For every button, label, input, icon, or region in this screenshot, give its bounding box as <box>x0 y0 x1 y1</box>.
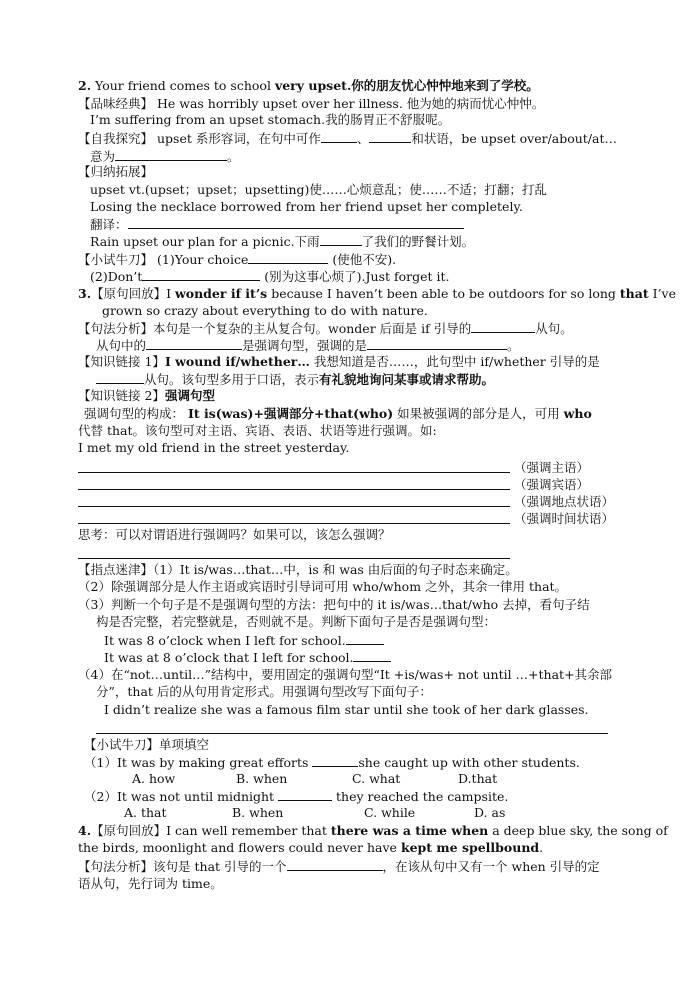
answer-line[interactable] <box>78 489 510 490</box>
answer-blank[interactable] <box>312 754 358 767</box>
q3-judge-2: It was at 8 o’clock that I left for school. <box>104 649 391 666</box>
answer-blank[interactable] <box>369 130 411 143</box>
q4-original: 4.【原句回放】I can well remember that there was a time when a deep blue sky, the song of <box>78 823 668 838</box>
answer-blank[interactable] <box>321 130 357 143</box>
answer-blank[interactable] <box>146 337 242 350</box>
q3-analysis-2: 从句中的 是强调句型，强调的是 。 <box>96 338 520 353</box>
answer-blank[interactable] <box>367 337 507 350</box>
q2-meaning: 意为 。 <box>90 149 240 164</box>
q2-practice-1: 【小试牛刀】 (1)Your choice (使他不安). <box>78 252 397 267</box>
q3-tips-1: 【指点迷津】（1）It is/was…that…中，is 和 was 由后面的句子时态来确定。 <box>78 562 518 577</box>
answer-line[interactable] <box>78 472 510 473</box>
answer-blank[interactable] <box>471 320 535 333</box>
option[interactable]: B. when <box>232 805 284 820</box>
option[interactable]: A. how <box>132 771 176 786</box>
q3-tips-4-cont: 分”，that 后的从句用肯定形式。用强调句型改写下面句子： <box>96 684 432 699</box>
answer-line[interactable] <box>96 733 608 734</box>
q4-original-cont: the birds, moonlight and flowers could never have kept me spellbound. <box>78 840 544 855</box>
option[interactable]: D.that <box>458 771 498 786</box>
answer-blank[interactable] <box>278 788 332 801</box>
option[interactable]: D. as <box>474 805 506 820</box>
q2-example-2: I’m suffering from an upset stomach.我的肠胃正不舒服呢。 <box>90 112 451 127</box>
answer-blank[interactable] <box>142 268 260 281</box>
answer-line[interactable] <box>78 506 510 507</box>
q3-original: 3.【原句回放】I wonder if it’s because I haven’t been able to be outdoors for so long that I’ve <box>78 286 676 301</box>
answer-blank[interactable] <box>248 251 328 264</box>
q3-emphasis-structure: 强调句型的构成： It is(was)+强调部分+that(who) 如果被强调的部分是人，可用 who <box>84 406 592 421</box>
q3-link-2: 【知识链接 2】强调句型 <box>78 388 215 403</box>
q3-test-1: （1）It was by making great efforts she caught up with other students. <box>84 755 580 770</box>
q2-sentence: 2. Your friend comes to school very upset.你的朋友忧心忡忡地来到了学校。 <box>78 78 539 93</box>
q2-translate: 翻译： <box>90 216 464 233</box>
answer-line[interactable] <box>78 558 510 559</box>
tag-place: （强调地点状语） <box>514 494 615 509</box>
answer-blank[interactable] <box>320 233 362 246</box>
q3-test-2: （2）It was not until midnight they reached the campsite. <box>84 789 509 804</box>
option[interactable]: C. while <box>364 805 416 820</box>
q2-example-4: Rain upset our plan for a picnic.下雨 了我们的野餐计划。 <box>90 234 475 249</box>
q3-tips-4: （4）在“not…until…”结构中，要用固定的强调句型“It +is/was+ not until …+that+其余部 <box>78 667 613 682</box>
tag-object: （强调宾语） <box>514 477 590 492</box>
q3-analysis-1: 【句法分析】本句是一个复杂的主从复合句。wonder 后面是 if 引导的 从句。 <box>78 321 573 336</box>
q3-example: I met my old friend in the street yesterday. <box>78 440 350 455</box>
q3-tips-2: （2）除强调部分是人作主语或宾语时引导词可用 who/whom 之外，其余一律用 that。 <box>78 579 568 594</box>
q3-tips-3: （3）判断一个句子是不是强调句型的方法：把句中的 it is/was…that/who 去掉，看句子结 <box>78 597 590 612</box>
q4-analysis-2: 语从句，先行词为 time。 <box>78 876 223 891</box>
q3-think: 思考：可以对谓语进行强调吗？如果可以，该怎么强调？ <box>78 527 391 542</box>
answer-blank[interactable] <box>128 216 464 229</box>
answer-blank[interactable] <box>115 148 227 161</box>
q3-tips-3-cont: 构是否完整，若完整就是，否则就不是。判断下面句子是否是强调句型： <box>96 614 497 629</box>
tag-time: （强调时间状语） <box>514 511 615 526</box>
option[interactable]: A. that <box>124 805 167 820</box>
answer-blank[interactable] <box>353 649 391 662</box>
q2-example-3: Losing the necklace borrowed from her friend upset her completely. <box>90 199 523 214</box>
q2-classic-example: 【品味经典】 He was horribly upset over her illness. 他为她的病而忧心忡忡。 <box>78 96 545 111</box>
q3-link-1-cont: 从句。该句型多用于口语，表示有礼貌地询问某事或请求帮助。 <box>96 371 494 388</box>
q2-self-study: 【自我探究】 upset 系形容词，在句中可作 、 和状语，be upset over/about/at… <box>78 131 618 146</box>
q3-judge-1: It was 8 o’clock when I left for school. <box>104 632 384 649</box>
q3-emphasis-desc: 代替 that。该句型可对主语、宾语、表语、状语等进行强调。如: <box>78 423 437 438</box>
q2-extension-heading: 【归纳拓展】 <box>78 164 154 179</box>
answer-blank[interactable] <box>96 371 144 384</box>
tag-subject: （强调主语） <box>514 460 590 475</box>
q4-analysis-1: 【句法分析】该句是 that 引导的一个 ，在该从句中又有一个 when 引导的定 <box>78 859 600 874</box>
answer-line[interactable] <box>78 523 510 524</box>
q2-usage: upset vt.(upset；upset；upsetting)使……心烦意乱；使……不适；打翻；打乱 <box>90 182 547 197</box>
answer-blank[interactable] <box>346 632 384 645</box>
option[interactable]: C. what <box>352 771 401 786</box>
q3-test-heading: 【小试牛刀】单项填空 <box>84 737 210 752</box>
q3-original-cont: grown so crazy about everything to do with nature. <box>102 303 428 318</box>
option[interactable]: B. when <box>236 771 288 786</box>
q2-practice-2: (2)Don’t (别为这事心烦了).Just forget it. <box>90 269 450 284</box>
q3-link-1: 【知识链接 1】I wound if/whether… 我想知道是否……，此句型中 if/whether 引导的是 <box>78 354 600 369</box>
answer-blank[interactable] <box>287 858 383 871</box>
q3-rewrite-sentence: I didn’t realize she was a famous film star until she took of her dark glasses. <box>104 702 589 717</box>
